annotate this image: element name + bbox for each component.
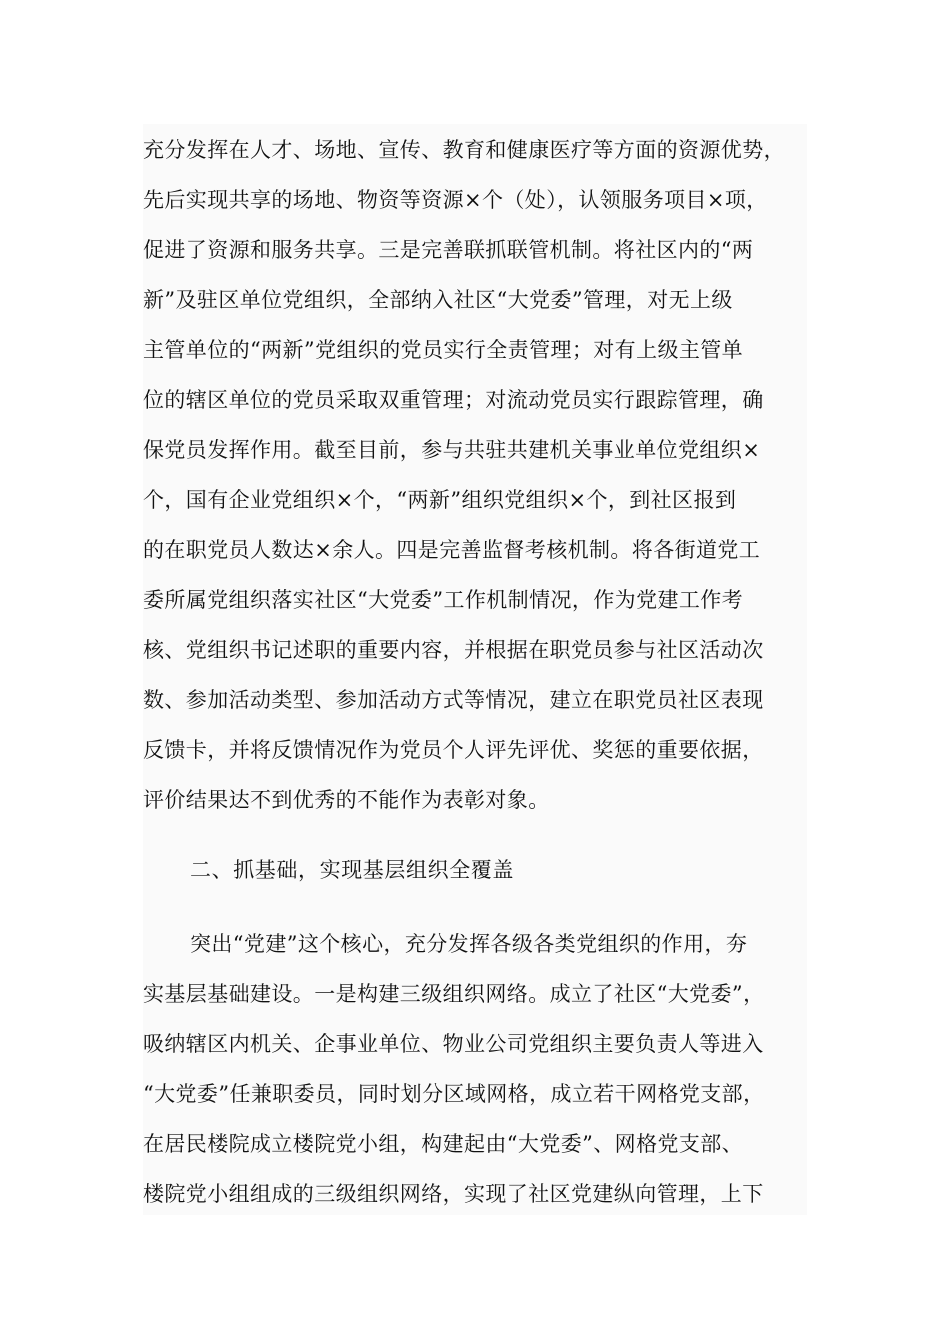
paragraph-1-line-5: 主管单位的“两新”党组织的党员实行全责管理；对有上级主管单 [143, 338, 744, 362]
paragraph-2-line-6: 楼院党小组组成的三级组织网络，实现了社区党建纵向管理，上下 [143, 1182, 764, 1206]
paragraph-1-line-9: 的在职党员人数达×余人。四是完善监督考核机制。将各街道党工 [143, 538, 761, 562]
paragraph-1-line-14: 评价结果达不到优秀的不能作为表彰对象。 [143, 788, 550, 812]
paragraph-1-line-10: 委所属党组织落实社区“大党委”工作机制情况，作为党建工作考 [143, 588, 744, 612]
paragraph-2-line-2: 实基层基础建设。一是构建三级组织网络。成立了社区“大党委”， [143, 982, 765, 1006]
paragraph-2-line-5: 在居民楼院成立楼院党小组，构建起由“大党委”、网格党支部、 [143, 1132, 744, 1156]
paragraph-1-line-8: 个，国有企业党组织×个，“两新”组织党组织×个，到社区报到 [143, 488, 737, 512]
paragraph-1-line-6: 位的辖区单位的党员采取双重管理；对流动党员实行跟踪管理，确 [143, 388, 764, 412]
paragraph-1-line-7: 保党员发挥作用。截至目前，参与共驻共建机关事业单位党组织× [143, 438, 761, 462]
paragraph-1-line-3: 促进了资源和服务共享。三是完善联抓联管机制。将社区内的“两 [143, 238, 754, 262]
paragraph-2-line-1: 突出“党建”这个核心，充分发挥各级各类党组织的作用，夯 [190, 932, 748, 956]
section-heading-2: 二、抓基础，实现基层组织全覆盖 [190, 858, 514, 882]
paragraph-1-line-12: 数、参加活动类型、参加活动方式等情况，建立在职党员社区表现 [143, 688, 764, 712]
paragraph-1-line-13: 反馈卡，并将反馈情况作为党员个人评先评优、奖惩的重要依据， [143, 738, 764, 762]
paragraph-1-line-1: 充分发挥在人才、场地、宣传、教育和健康医疗等方面的资源优势， [143, 138, 785, 162]
paragraph-2-line-3: 吸纳辖区内机关、企事业单位、物业公司党组织主要负责人等进入 [143, 1032, 764, 1056]
paragraph-1-line-4: 新”及驻区单位党组织，全部纳入社区“大党委”管理，对无上级 [143, 288, 733, 312]
paragraph-2-line-4: “大党委”任兼职委员，同时划分区域网格，成立若干网格党支部， [143, 1082, 765, 1106]
paragraph-1-line-11: 核、党组织书记述职的重要内容，并根据在职党员参与社区活动次 [143, 638, 764, 662]
paragraph-1-line-2: 先后实现共享的场地、物资等资源×个（处），认领服务项目×项， [143, 188, 768, 212]
